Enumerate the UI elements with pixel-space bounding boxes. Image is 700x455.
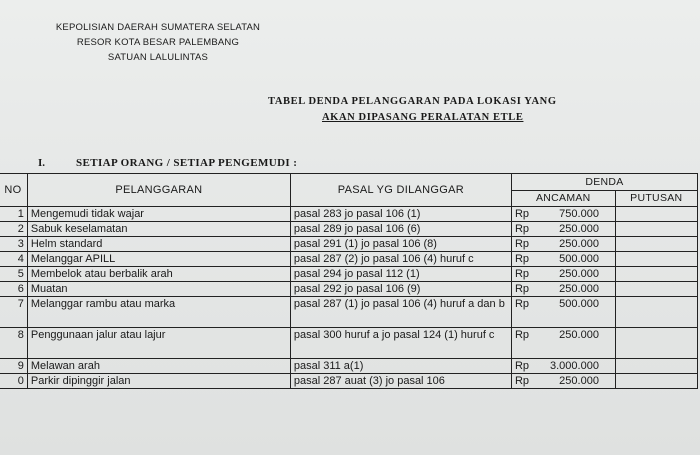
header-ancaman: ANCAMAN <box>511 190 615 207</box>
letterhead-line-1: KEPOLISIAN DAERAH SUMATERA SELATAN <box>55 22 261 33</box>
document-title: TABEL DENDA PELANGGARAN PADA LOKASI YANG <box>268 96 557 107</box>
table-row <box>0 374 698 389</box>
row-putusan <box>615 252 697 267</box>
row-pasal: pasal 287 (1) jo pasal 106 (4) huruf a dan b <box>290 297 511 328</box>
row-pelanggaran: Mengemudi tidak wajar <box>27 207 290 222</box>
row-pasal: pasal 294 jo pasal 112 (1) <box>290 267 511 282</box>
row-number: 0 <box>0 374 27 389</box>
header-pasal: PASAL YG DILANGGAR <box>290 174 511 207</box>
row-putusan <box>615 359 697 374</box>
row-number: 2 <box>0 222 27 237</box>
row-pelanggaran: Parkir dipinggir jalan <box>27 374 290 389</box>
table-row <box>0 267 698 282</box>
row-pasal: pasal 311 a(1) <box>290 359 511 374</box>
header-pelanggaran: PELANGGARAN <box>27 174 290 207</box>
row-putusan <box>615 328 697 359</box>
currency-label: Rp <box>514 298 529 310</box>
currency-label: Rp <box>514 268 529 280</box>
row-ancaman <box>511 207 615 222</box>
row-pelanggaran: Sabuk keselamatan <box>27 222 290 237</box>
fine-amount: 3.000.000 <box>550 360 599 372</box>
section-label: SETIAP ORANG / SETIAP PENGEMUDI : <box>76 157 298 169</box>
fine-amount: 500.000 <box>559 298 599 310</box>
row-putusan <box>615 297 697 328</box>
currency-label: Rp <box>514 238 529 250</box>
table-row <box>0 237 698 252</box>
row-pelanggaran: Penggunaan jalur atau lajur <box>27 328 290 359</box>
table-row <box>0 359 698 374</box>
row-ancaman <box>511 222 615 237</box>
header-no: NO <box>0 174 27 207</box>
table-row <box>0 222 698 237</box>
header-putusan: PUTUSAN <box>615 190 697 207</box>
table-row <box>0 282 698 297</box>
currency-label: Rp <box>514 283 529 295</box>
row-pasal: pasal 300 huruf a jo pasal 124 (1) huruf c <box>290 328 511 359</box>
fine-amount: 250.000 <box>559 268 599 280</box>
fine-amount: 250.000 <box>559 223 599 235</box>
row-pelanggaran: Helm standard <box>27 237 290 252</box>
header-denda: DENDA <box>511 174 697 191</box>
row-ancaman <box>511 297 615 328</box>
letterhead-line-2: RESOR KOTA BESAR PALEMBANG <box>76 37 240 48</box>
row-ancaman <box>511 282 615 297</box>
fine-amount: 750.000 <box>559 208 599 220</box>
letterhead <box>38 20 278 65</box>
fine-table <box>0 173 698 389</box>
row-pasal: pasal 287 (2) jo pasal 106 (4) huruf c <box>290 252 511 267</box>
row-pasal: pasal 283 jo pasal 106 (1) <box>290 207 511 222</box>
fine-amount: 250.000 <box>559 375 599 387</box>
row-putusan <box>615 207 697 222</box>
table-row <box>0 207 698 222</box>
row-ancaman <box>511 374 615 389</box>
table-row <box>0 252 698 267</box>
row-ancaman <box>511 252 615 267</box>
row-number: 4 <box>0 252 27 267</box>
letterhead-line-3: SATUAN LALULINTAS <box>107 52 209 63</box>
currency-label: Rp <box>514 375 529 387</box>
currency-label: Rp <box>514 253 529 265</box>
fine-amount: 250.000 <box>559 329 599 341</box>
row-putusan <box>615 282 697 297</box>
row-ancaman <box>511 359 615 374</box>
row-number: 8 <box>0 328 27 359</box>
row-pasal: pasal 291 (1) jo pasal 106 (8) <box>290 237 511 252</box>
row-pelanggaran: Muatan <box>27 282 290 297</box>
row-number: 9 <box>0 359 27 374</box>
table-row <box>0 328 698 359</box>
currency-label: Rp <box>514 360 529 372</box>
row-ancaman <box>511 267 615 282</box>
row-ancaman <box>511 237 615 252</box>
row-putusan <box>615 374 697 389</box>
row-number: 5 <box>0 267 27 282</box>
currency-label: Rp <box>514 223 529 235</box>
currency-label: Rp <box>514 329 529 341</box>
section-heading <box>38 157 297 169</box>
currency-label: Rp <box>514 208 529 220</box>
fine-amount: 250.000 <box>559 283 599 295</box>
row-pelanggaran: Membelok atau berbalik arah <box>27 267 290 282</box>
row-pelanggaran: Melanggar rambu atau marka <box>27 297 290 328</box>
row-putusan <box>615 237 697 252</box>
row-number: 7 <box>0 297 27 328</box>
row-pasal: pasal 292 jo pasal 106 (9) <box>290 282 511 297</box>
row-number: 3 <box>0 237 27 252</box>
row-pasal: pasal 287 auat (3) jo pasal 106 <box>290 374 511 389</box>
section-number: I. <box>38 157 46 169</box>
table-row <box>0 297 698 328</box>
row-number: 1 <box>0 207 27 222</box>
row-pasal: pasal 289 jo pasal 106 (6) <box>290 222 511 237</box>
row-ancaman <box>511 328 615 359</box>
fine-amount: 250.000 <box>559 238 599 250</box>
fine-amount: 500.000 <box>559 253 599 265</box>
document-subtitle: AKAN DIPASANG PERALATAN ETLE <box>322 112 524 123</box>
row-putusan <box>615 222 697 237</box>
row-number: 6 <box>0 282 27 297</box>
row-putusan <box>615 267 697 282</box>
row-pelanggaran: Melawan arah <box>27 359 290 374</box>
row-pelanggaran: Melanggar APILL <box>27 252 290 267</box>
